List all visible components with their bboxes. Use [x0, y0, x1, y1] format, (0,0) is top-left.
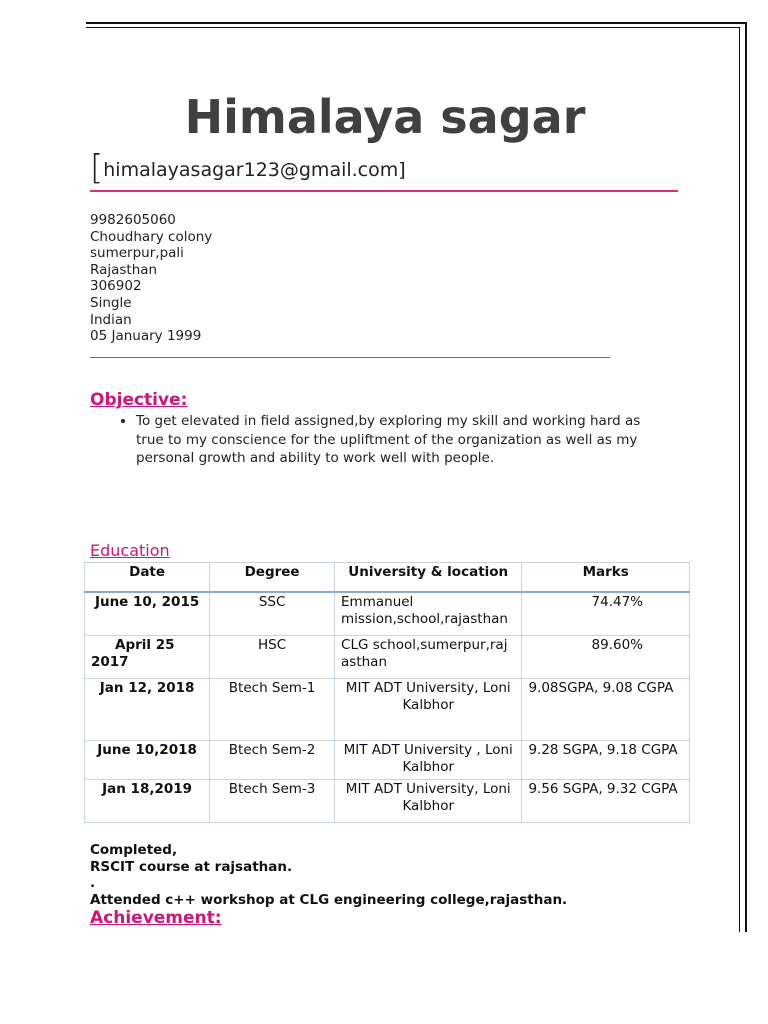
header-divider	[90, 190, 678, 192]
row-university: Emmanuel mission,school,rajasthan	[335, 592, 522, 636]
header-degree: Degree	[210, 563, 335, 593]
row-marks: 9.08SGPA, 9.08 CGPA	[522, 679, 690, 741]
education-table	[84, 562, 690, 823]
email-bracket: [	[90, 148, 104, 188]
contact-divider	[90, 357, 610, 358]
row-degree: SSC	[210, 592, 335, 636]
page-border-top	[86, 22, 746, 24]
email-line	[90, 148, 406, 188]
row-date-text: April 25 2017	[91, 637, 175, 670]
marital-status: Single	[90, 294, 132, 311]
contact-block	[90, 212, 212, 345]
table-row	[85, 679, 690, 741]
row-degree: Btech Sem-1	[210, 679, 335, 741]
objective-list	[110, 412, 646, 468]
education-heading: Education	[90, 541, 170, 560]
pin-code: 306902	[90, 278, 142, 295]
nationality: Indian	[90, 311, 132, 328]
date-of-birth: 05 January 1999	[90, 328, 202, 345]
row-university: MIT ADT University, Loni Kalbhor	[335, 679, 522, 741]
row-marks: 9.56 SGPA, 9.32 CGPA	[522, 780, 690, 823]
page-border-right	[745, 22, 747, 932]
page-border-right-inner	[739, 27, 740, 932]
email-address: himalayasagar123@gmail.com]	[103, 159, 406, 181]
state: Rajasthan	[90, 261, 158, 278]
header-marks: Marks	[522, 563, 690, 593]
resume-name: Himalaya sagar	[184, 90, 586, 144]
address-line-1: Choudhary colony	[90, 228, 213, 245]
table-row	[85, 780, 690, 823]
header-university: University & location	[335, 563, 522, 593]
achievement-heading: Achievement:	[90, 908, 222, 928]
page-border-top-inner	[86, 27, 740, 28]
table-row	[85, 636, 690, 679]
row-date: Jan 12, 2018	[85, 679, 210, 741]
row-university: MIT ADT University, Loni Kalbhor	[335, 780, 522, 823]
table-row	[85, 592, 690, 636]
extras-block	[90, 842, 567, 908]
completed-label: Completed,	[90, 842, 178, 858]
row-marks: 74.47%	[522, 592, 690, 636]
row-marks: 89.60%	[522, 636, 690, 679]
row-degree: HSC	[210, 636, 335, 679]
objective-heading: Objective:	[90, 390, 188, 410]
row-date: June 10,2018	[85, 741, 210, 780]
row-date: Jan 18,2019	[85, 780, 210, 823]
table-header-row	[85, 563, 690, 593]
row-date: June 10, 2015	[85, 592, 210, 636]
row-degree: Btech Sem-3	[210, 780, 335, 823]
row-degree: Btech Sem-2	[210, 741, 335, 780]
row-university: CLG school,sumerpur,rajasthan	[335, 636, 522, 679]
rscit-course: RSCIT course at rajsathan.	[90, 858, 293, 875]
row-university: MIT ADT University , Loni Kalbhor	[335, 741, 522, 780]
objective-text: • To get elevated in field assigned,by exploring my skill and working hard as true to my conscience for the upliftment of the organization as well as my personal growth and ability to work well with people.	[136, 412, 646, 468]
phone-number: 9982605060	[90, 212, 176, 228]
row-date	[85, 636, 210, 679]
row-marks: 9.28 SGPA, 9.18 CGPA	[522, 741, 690, 780]
table-row	[85, 741, 690, 780]
header-date: Date	[85, 563, 210, 593]
workshop-line: Attended c++ workshop at CLG engineering college,rajasthan.	[90, 891, 568, 908]
address-line-2: sumerpur,pali	[90, 245, 184, 262]
separator-dot: .	[90, 875, 96, 891]
